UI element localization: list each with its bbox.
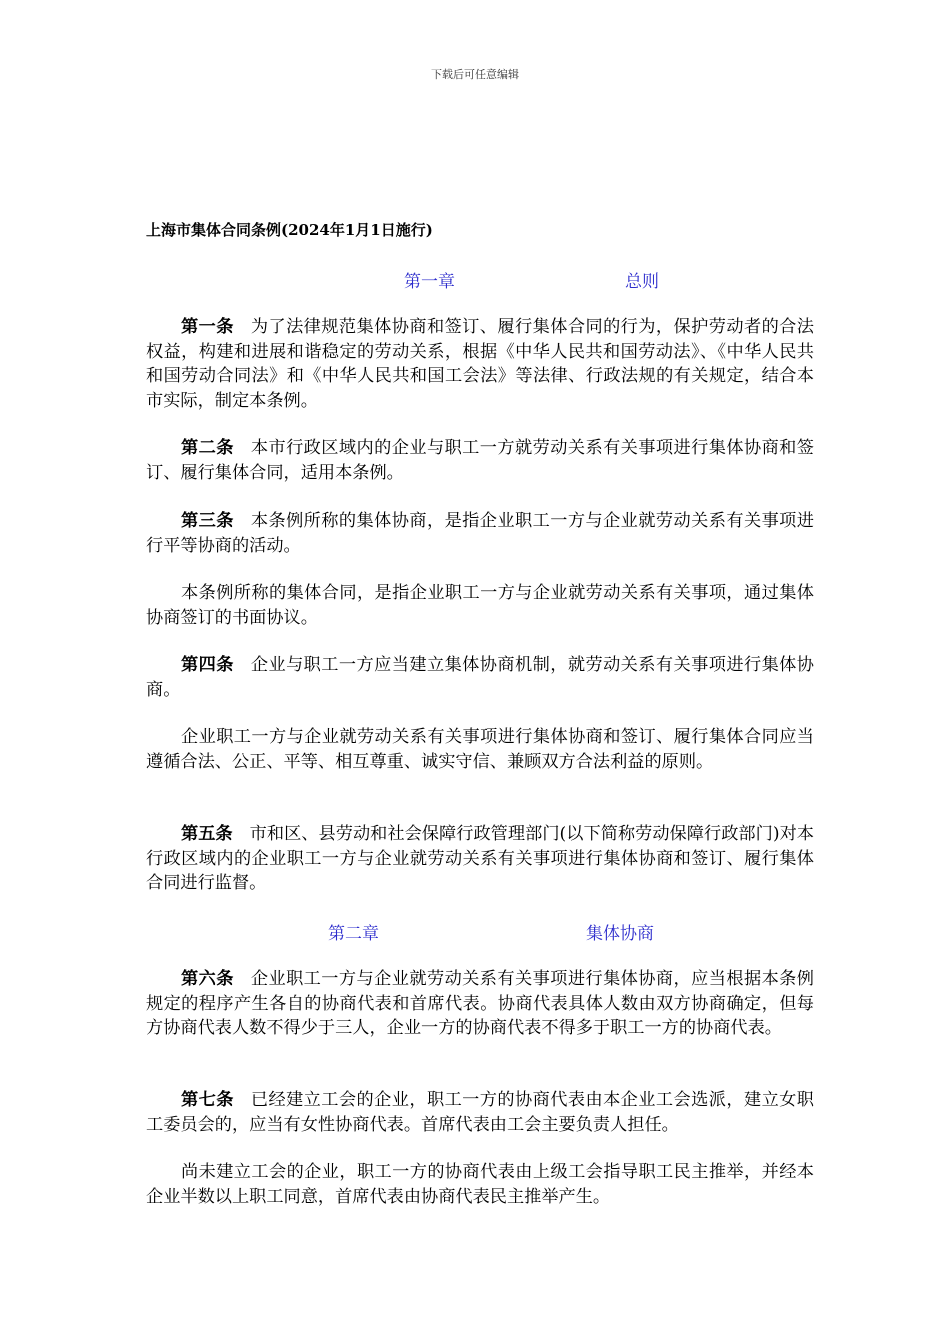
article-text: 企业职工一方与企业就劳动关系有关事项进行集体协商，应当根据本条例规定的程序产生各自的协商代表和首席代表。协商代表具体人数由双方协商确定，但每方协商代表人数不得少于三人，企业一方的协商代表不得多于职工一方的协商代表。	[146, 969, 814, 1038]
article-7	[146, 1088, 814, 1137]
article-label: 第七条	[181, 1090, 234, 1110]
article-text: 市和区、县劳动和社会保障行政管理部门(以下简称劳动保障行政部门)对本行政区域内的企业职工一方与企业就劳动关系有关事项进行集体协商和签订、履行集体合同进行监督。	[146, 824, 814, 893]
chapter-2-name: 集体协商	[586, 924, 654, 944]
document-title: 上海市集体合同条例(2024年1月1日施行)	[146, 221, 433, 239]
article-label: 第四条	[181, 655, 234, 675]
article-text: 为了法律规范集体协商和签订、履行集体合同的行为，保护劳动者的合法权益，构建和进展和谐稳定的劳动关系，根据《中华人民共和国劳动法》、《中华人民共和国劳动合同法》和《中华人民共和国工会法》等法律、行政法规的有关规定，结合本市实际，制定本条例。	[146, 317, 814, 411]
article-4	[146, 653, 814, 702]
article-label: 第二条	[181, 438, 234, 458]
article-text: 尚未建立工会的企业，职工一方的协商代表由上级工会指导职工民主推举，并经本企业半数以上职工同意，首席代表由协商代表民主推举产生。	[146, 1162, 814, 1207]
article-label: 第五条	[181, 824, 233, 844]
article-text: 企业与职工一方应当建立集体协商机制，就劳动关系有关事项进行集体协商。	[146, 655, 814, 700]
article-text: 本条例所称的集体协商，是指企业职工一方与企业就劳动关系有关事项进行平等协商的活动。	[146, 511, 814, 556]
article-3-paragraph-2	[146, 581, 814, 630]
article-2	[146, 436, 814, 485]
chapter-1-number: 第一章	[404, 272, 455, 292]
article-label: 第六条	[181, 969, 234, 989]
article-6	[146, 967, 814, 1041]
article-1	[146, 315, 814, 413]
chapter-2-number: 第二章	[328, 924, 379, 944]
article-label: 第三条	[181, 511, 234, 531]
article-label: 第一条	[181, 317, 234, 337]
article-5	[146, 822, 814, 896]
article-text: 本市行政区域内的企业与职工一方就劳动关系有关事项进行集体协商和签订、履行集体合同，适用本条例。	[146, 438, 814, 483]
article-3	[146, 509, 814, 558]
article-text: 企业职工一方与企业就劳动关系有关事项进行集体协商和签订、履行集体合同应当遵循合法、公正、平等、相互尊重、诚实守信、兼顾双方合法利益的原则。	[146, 727, 814, 772]
page-header-note: 下载后可任意编辑	[431, 68, 519, 81]
article-text: 已经建立工会的企业，职工一方的协商代表由本企业工会选派，建立女职工委员会的，应当有女性协商代表。首席代表由工会主要负责人担任。	[146, 1090, 814, 1135]
chapter-1-name: 总则	[625, 272, 659, 292]
article-7-paragraph-2	[146, 1160, 814, 1209]
article-text: 本条例所称的集体合同，是指企业职工一方与企业就劳动关系有关事项，通过集体协商签订的书面协议。	[146, 583, 814, 628]
article-4-paragraph-2	[146, 725, 814, 774]
